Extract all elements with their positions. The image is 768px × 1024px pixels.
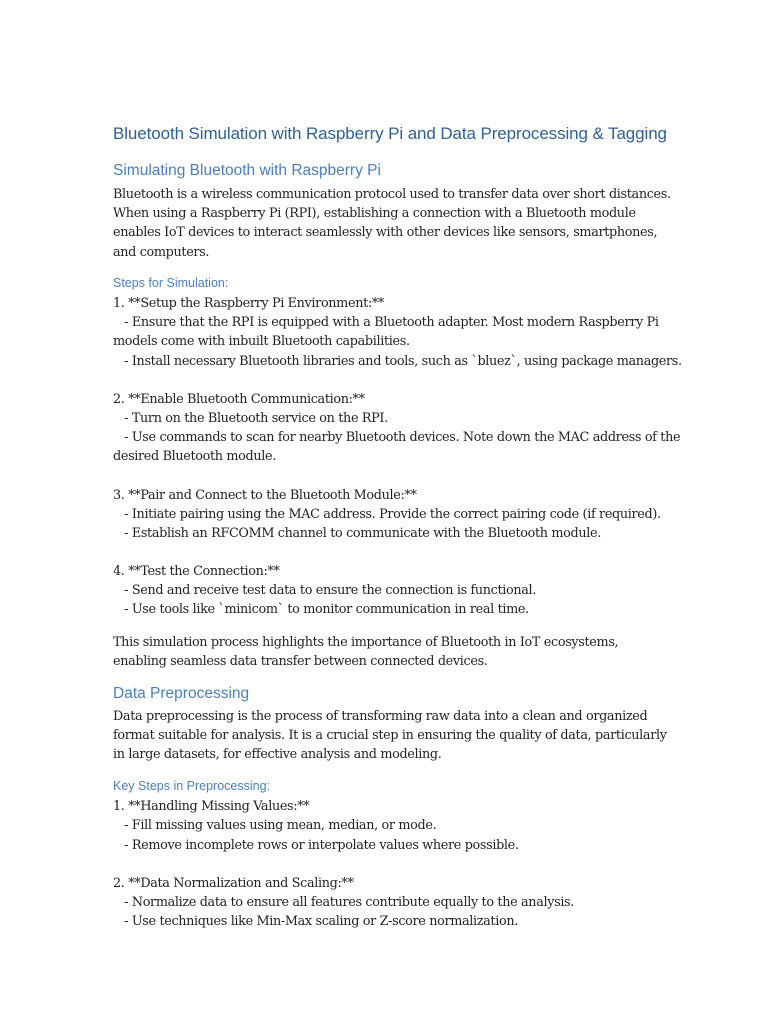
step-title: 1. **Setup the Raspberry Pi Environment:** — [113, 296, 384, 311]
subheading-key-steps: Key Steps in Preprocessing: — [113, 779, 271, 793]
step-item: - Use techniques like Min-Max scaling or Z-score normalization. — [113, 914, 518, 929]
step-item: desired Bluetooth module. — [113, 449, 276, 464]
step-item: - Install necessary Bluetooth libraries and tools, such as `bluez`, using package managers. — [113, 354, 682, 369]
section-heading-bluetooth: Simulating Bluetooth with Raspberry Pi — [113, 162, 381, 179]
step-title: 2. **Enable Bluetooth Communication:** — [113, 392, 365, 407]
section-intro-bluetooth: Bluetooth is a wireless communication protocol used to transfer data over short distances. When using a Raspberry Pi (RPI), establishing a connection with a Bluetooth module enables IoT devices to interact seamlessly with other devices like sensors, smartphones, and computers. — [113, 187, 671, 260]
section-heading-preprocessing: Data Preprocessing — [113, 685, 250, 702]
step-item: - Normalize data to ensure all features contribute equally to the analysis. — [113, 895, 574, 910]
section-intro-preprocessing: Data preprocessing is the process of transforming raw data into a clean and organized format suitable for analysis. It is a crucial step in ensuring the quality of data, particularly in large datasets, for effective analysis and modeling. — [113, 709, 667, 763]
step-item: - Turn on the Bluetooth service on the RPI. — [113, 411, 388, 426]
step-title: 3. **Pair and Connect to the Bluetooth Module:** — [113, 488, 417, 503]
step-item: - Ensure that the RPI is equipped with a Bluetooth adapter. Most modern Raspberry Pi — [113, 315, 659, 330]
step-item: - Initiate pairing using the MAC address. Provide the correct pairing code (if required). — [113, 507, 661, 522]
section-conclusion-bluetooth: This simulation process highlights the importance of Bluetooth in IoT ecosystems, enabling seamless data transfer between connected devices. — [113, 635, 619, 670]
step-item: - Send and receive test data to ensure the connection is functional. — [113, 583, 537, 598]
step-item: - Fill missing values using mean, median, or mode. — [113, 818, 437, 833]
document-title: Bluetooth Simulation with Raspberry Pi and Data Preprocessing & Tagging — [113, 124, 667, 143]
step-item: - Use commands to scan for nearby Bluetooth devices. Note down the MAC address of the — [113, 430, 681, 445]
step-title: 1. **Handling Missing Values:** — [113, 799, 310, 814]
step-item: - Establish an RFCOMM channel to communicate with the Bluetooth module. — [113, 526, 601, 541]
step-title: 2. **Data Normalization and Scaling:** — [113, 876, 354, 891]
step-item: - Use tools like `minicom` to monitor communication in real time. — [113, 602, 529, 617]
step-title: 4. **Test the Connection:** — [113, 564, 280, 579]
subheading-steps-simulation: Steps for Simulation: — [113, 276, 229, 290]
step-item: - Remove incomplete rows or interpolate values where possible. — [113, 838, 519, 853]
step-item: models come with inbuilt Bluetooth capabilities. — [113, 334, 410, 349]
